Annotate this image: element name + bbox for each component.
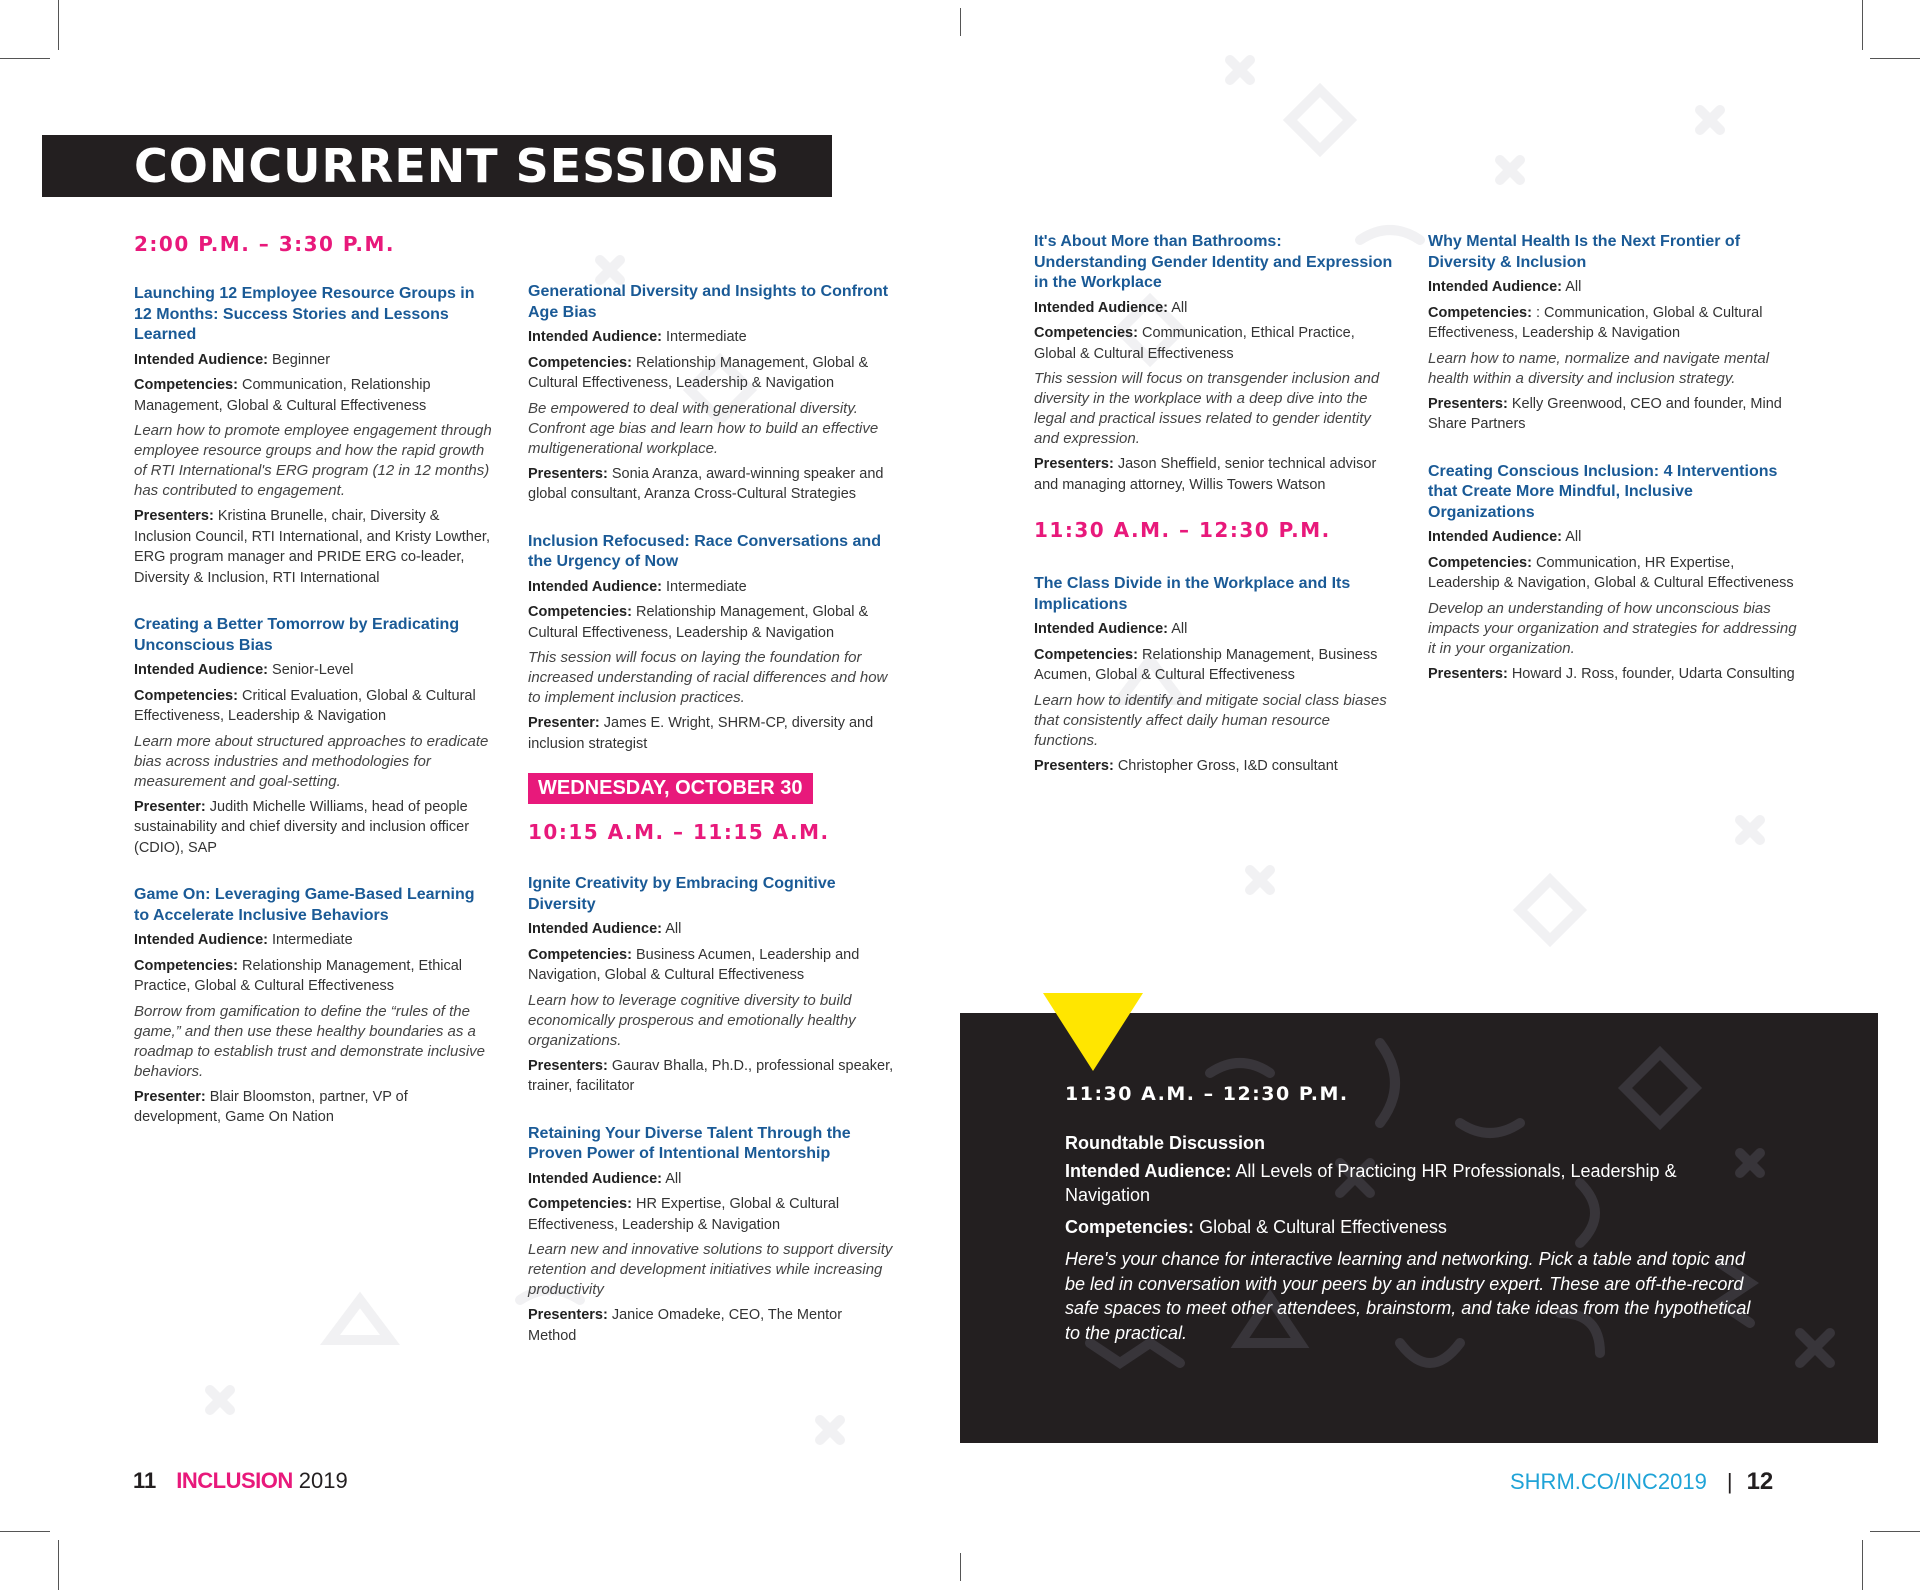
roundtable-time: 11:30 A.M. – 12:30 P.M. — [1065, 1083, 1349, 1105]
session-description: Develop an understanding of how unconscious bias impacts your organization and strategies for addressing it in your organization. — [1428, 599, 1797, 657]
session-presenters: Presenters: Janice Omadeke, CEO, The Mentor Method — [528, 1307, 843, 1344]
session-presenters: Presenters: Kelly Greenwood, CEO and founder, Mind Share Partners — [1428, 395, 1782, 432]
time-slot-heading: 2:00 P.M. – 3:30 P.M. — [134, 232, 396, 256]
session-description: Learn how to name, normalize and navigate mental health within a diversity and inclusion strategy. — [1428, 349, 1770, 387]
session-item — [134, 615, 494, 858]
session-title: Creating a Better Tomorrow by Eradicating Unconscious Bias — [134, 616, 460, 654]
session-description: Learn more about structured approaches to eradicate bias across industries and methodologies for measurement and goal-setting. — [134, 732, 489, 790]
session-competencies: Competencies: Relationship Management, Business Acumen, Global & Cultural Effectiveness — [1034, 646, 1378, 683]
roundtable-description: Here's your chance for interactive learning and networking. Pick a table and topic and be led in conversation with your peers by an industry expert. These are off-the-record safe spaces to meet other attendees, brainstorm, and take ideas from the hypothetical to the practical. — [1065, 1249, 1751, 1343]
session-item — [528, 1124, 894, 1347]
page-title: CONCURRENT SESSIONS — [42, 135, 832, 197]
session-title: It's About More than Bathrooms: Understanding Gender Identity and Expression in the Workplace — [1034, 233, 1393, 291]
roundtable-competencies: Competencies: Global & Cultural Effectiveness — [1065, 1217, 1447, 1237]
session-audience: Intended Audience: Senior-Level — [134, 662, 354, 678]
page-number-right: 12 — [1746, 1468, 1774, 1495]
session-item — [1428, 462, 1798, 685]
roundtable-title: Roundtable Discussion — [1065, 1133, 1266, 1153]
page-number-left: 11 — [133, 1468, 157, 1493]
session-title: Retaining Your Diverse Talent Through the Proven Power of Intentional Mentorship — [528, 1124, 851, 1162]
session-title: Generational Diversity and Insights to Confront Age Bias — [528, 283, 889, 321]
footer-left — [133, 1468, 348, 1494]
session-audience: Intended Audience: All — [1428, 529, 1582, 545]
column-4 — [1428, 232, 1798, 711]
column-3 — [1034, 232, 1396, 803]
session-audience: Intended Audience: Intermediate — [134, 932, 353, 948]
session-competencies: Competencies: Communication, Ethical Practice, Global & Cultural Effectiveness — [1034, 325, 1355, 362]
session-description: This session will focus on laying the foundation for increased understanding of racial differences and how to implement inclusion practices. — [528, 649, 888, 706]
session-presenters: Presenter: James E. Wright, SHRM-CP, diversity and inclusion strategist — [528, 715, 874, 752]
session-presenters: Presenter: Blair Bloomston, partner, VP of development, Game On Nation — [134, 1088, 408, 1125]
session-description: This session will focus on transgender inclusion and diversity in the workplace with a deep dive into the legal and practical issues related to gender identity and expression. — [1034, 370, 1380, 447]
session-item — [1034, 232, 1396, 495]
roundtable-panel — [960, 1013, 1878, 1443]
session-competencies: Competencies: Relationship Management, Ethical Practice, Global & Cultural Effectiveness — [134, 957, 463, 994]
session-audience: Intended Audience: All — [528, 921, 682, 937]
session-audience: Intended Audience: All — [1428, 279, 1582, 295]
session-presenters: Presenters: Kristina Brunelle, chair, Diversity & Inclusion Council, RTI International, and Kristy Lowther, ERG program manager and PRIDE ERG co-leader, Diversity & Inclusion, RTI International — [134, 508, 490, 586]
session-description: Learn how to promote employee engagement through employee resource groups and how the rapid growth of RTI International's ERG program (12 in 12 months) has contributed to engagement. — [134, 422, 492, 499]
session-item — [528, 282, 894, 505]
session-item — [528, 874, 894, 1097]
session-audience: Intended Audience: All — [1034, 299, 1188, 316]
session-competencies: Competencies: Communication, Relationship Management, Global & Cultural Effectiveness — [134, 377, 431, 414]
column-1 — [134, 232, 494, 1155]
brand-year: 2019 — [298, 1468, 348, 1493]
session-item — [134, 885, 494, 1128]
session-title: Ignite Creativity by Embracing Cognitive Diversity — [528, 875, 836, 913]
footer-separator: | — [1726, 1469, 1733, 1494]
session-presenters: Presenters: Howard J. Ross, founder, Udarta Consulting — [1428, 665, 1795, 682]
session-description: Be empowered to deal with generational diversity. Confront age bias and learn how to build an effective multigenerational workplace. — [528, 399, 879, 457]
session-title: Game On: Leveraging Game-Based Learning to Accelerate Inclusive Behaviors — [134, 886, 475, 924]
session-presenters: Presenters: Sonia Aranza, award-winning speaker and global consultant, Aranza Cross-Cultural Strategies — [528, 465, 884, 502]
session-description: Learn new and innovative solutions to support diversity retention and development initiatives while increasing productivity — [528, 1241, 893, 1298]
session-competencies: Competencies: HR Expertise, Global & Cultural Effectiveness, Leadership & Navigation — [528, 1196, 840, 1233]
session-competencies: Competencies: : Communication, Global & Cultural Effectiveness, Leadership & Navigation — [1428, 304, 1763, 341]
session-title: Inclusion Refocused: Race Conversations and the Urgency of Now — [528, 532, 881, 570]
session-audience: Intended Audience: Beginner — [134, 351, 331, 368]
session-competencies: Competencies: Relationship Management, Global & Cultural Effectiveness, Leadership & Navigation — [528, 604, 869, 641]
session-competencies: Competencies: Communication, HR Expertise, Leadership & Navigation, Global & Cultural Effectiveness — [1428, 554, 1794, 591]
footer-url-link[interactable]: SHRM.CO/INC2019 — [1510, 1469, 1707, 1494]
footer-right — [1510, 1468, 1773, 1496]
yellow-triangle-icon — [1043, 993, 1143, 1071]
session-audience: Intended Audience: All — [1034, 621, 1188, 637]
session-item — [1428, 232, 1798, 435]
session-title: Why Mental Health Is the Next Frontier of Diversity & Inclusion — [1428, 233, 1741, 271]
session-audience: Intended Audience: Intermediate — [528, 578, 747, 595]
time-slot-heading: 10:15 A.M. – 11:15 A.M. — [528, 820, 830, 844]
session-description: Learn how to identify and mitigate social class biases that consistently affect daily human resource functions. — [1034, 691, 1387, 749]
session-item — [528, 532, 894, 755]
session-presenters: Presenters: Jason Sheffield, senior technical advisor and managing attorney, Willis Towers Watson — [1034, 456, 1377, 493]
brand-logo: INCLUSION — [176, 1468, 293, 1493]
session-presenters: Presenters: Gaurav Bhalla, Ph.D., professional speaker, trainer, facilitator — [528, 1057, 894, 1094]
roundtable-audience: Intended Audience: All Levels of Practicing HR Professionals, Leadership & Navigation — [1065, 1161, 1677, 1205]
session-item — [134, 284, 494, 588]
roundtable-content — [1065, 1083, 1765, 1345]
session-description: Learn how to leverage cognitive diversity to build economically prosperous and emotionally healthy organizations. — [528, 991, 856, 1049]
date-tag: WEDNESDAY, OCTOBER 30 — [528, 773, 813, 804]
column-2 — [528, 282, 894, 1373]
session-description: Borrow from gamification to define the “rules of the game,” and then use these healthy boundaries as a roadmap to establish trust and demonstrate inclusive behaviors. — [134, 1002, 486, 1080]
session-title: Creating Conscious Inclusion: 4 Interventions that Create More Mindful, Inclusive Organizations — [1428, 462, 1778, 521]
session-audience: Intended Audience: All — [528, 1170, 682, 1187]
time-slot-heading: 11:30 A.M. – 12:30 P.M. — [1034, 518, 1331, 542]
session-competencies: Competencies: Business Acumen, Leadership and Navigation, Global & Cultural Effectiveness — [528, 946, 860, 983]
session-title: The Class Divide in the Workplace and Its Implications — [1034, 575, 1351, 613]
session-presenters: Presenters: Christopher Gross, I&D consultant — [1034, 757, 1338, 774]
session-competencies: Competencies: Relationship Management, Global & Cultural Effectiveness, Leadership & Navigation — [528, 354, 869, 391]
session-competencies: Competencies: Critical Evaluation, Global & Cultural Effectiveness, Leadership & Navigation — [134, 687, 476, 724]
session-audience: Intended Audience: Intermediate — [528, 329, 747, 345]
session-item — [1034, 574, 1396, 776]
session-presenters: Presenter: Judith Michelle Williams, head of people sustainability and chief diversity and inclusion officer (CDIO), SAP — [134, 798, 470, 856]
session-title: Launching 12 Employee Resource Groups in 12 Months: Success Stories and Lessons Learned — [134, 285, 475, 343]
